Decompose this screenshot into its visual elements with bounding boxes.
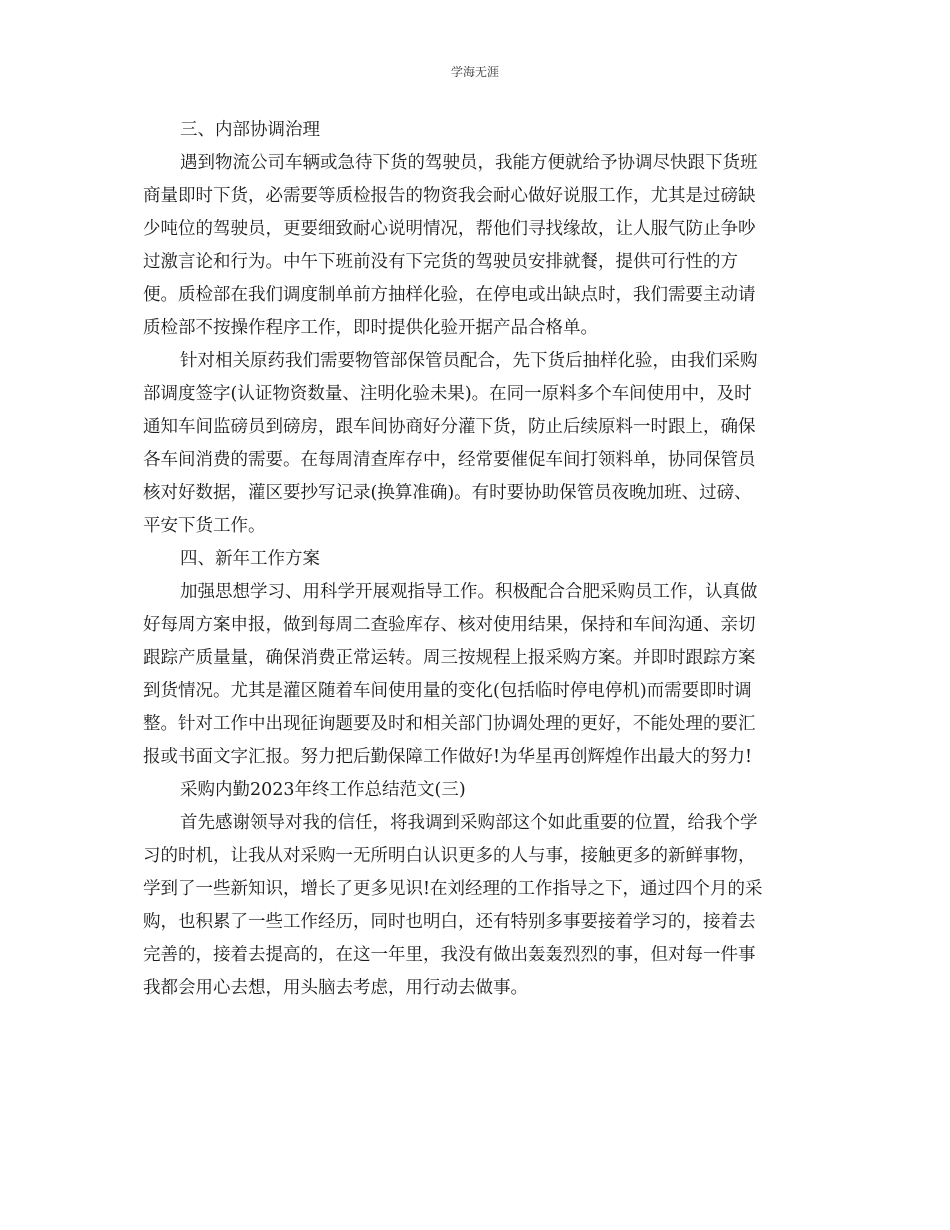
text-line: 习的时机，让我从对采购一无所明白认识更多的人与事，接触更多的新鲜事物， xyxy=(143,846,756,866)
text-line: 通知车间监磅员到磅房，跟车间协商好分灌下货，防止后续原料一时跟上，确保 xyxy=(143,417,756,437)
text-line: 便。质检部在我们调度制单前方抽样化验，在停电或出缺点时，我们需要主动请 xyxy=(143,285,756,305)
text-line: 到货情况。尤其是灌区随着车间使用量的变化(包括临时停电停机)而需要即时调 xyxy=(143,681,752,701)
text-line: 我都会用心去想，用头脑去考虑，用行动去做事。 xyxy=(143,978,528,998)
text-line: 完善的，接着去提高的，在这一年里，我没有做出轰轰烈烈的事，但对每一件事 xyxy=(143,945,756,965)
text-line: 跟踪产质量量，确保消费正常运转。周三按规程上报采购方案。并即时跟踪方案 xyxy=(143,648,756,668)
text-line: 整。针对工作中出现征询题要及时和相关部门协调处理的更好，不能处理的要汇 xyxy=(143,714,756,734)
document-body xyxy=(143,114,807,1005)
text-line: 过激言论和行为。中午下班前没有下完货的驾驶员安排就餐，提供可行性的方 xyxy=(143,252,738,272)
text-line: 四、新年工作方案 xyxy=(180,549,320,569)
text-line: 部调度签字(认证物资数量、注明化验未果)。在同一原料多个车间使用中，及时 xyxy=(143,384,752,404)
text-line: 各车间消费的需要。在每周清查库存中，经常要催促车间打领料单，协同保管员 xyxy=(143,450,756,470)
text-line: 购，也积累了一些工作经历，同时也明白，还有特别多事要接着学习的，接着去 xyxy=(143,912,756,932)
text-line: 首先感谢领导对我的信任，将我调到采购部这个如此重要的位置，给我个学 xyxy=(180,813,758,833)
text-line: 针对相关原药我们需要物管部保管员配合，先下货后抽样化验，由我们采购 xyxy=(180,351,758,371)
text-line: 质检部不按操作程序工作，即时提供化验开据产品合格单。 xyxy=(143,318,598,338)
text-line: 好每周方案申报，做到每周二查验库存、核对使用结果，保持和车间沟通、亲切 xyxy=(143,615,756,635)
text-line: 加强思想学习、用科学开展观指导工作。积极配合合肥采购员工作，认真做 xyxy=(180,582,758,602)
text-line: 核对好数据，灌区要抄写记录(换算准确)。有时要协助保管员夜晚加班、过磅、 xyxy=(143,483,752,503)
text-line: 平安下货工作。 xyxy=(143,516,266,536)
text-line: 采购内勤2023年终工作总结范文(三) xyxy=(180,780,466,800)
text-line: 遇到物流公司车辆或急待下货的驾驶员，我能方便就给予协调尽快跟下货班 xyxy=(180,153,758,173)
text-line: 三、内部协调治理 xyxy=(180,120,320,140)
text-line: 商量即时下货，必需要等质检报告的物资我会耐心做好说服工作，尤其是过磅缺 xyxy=(143,186,756,206)
text-line: 学到了一些新知识，增长了更多见识!在刘经理的工作指导之下，通过四个月的采 xyxy=(143,879,763,899)
text-line: 少吨位的驾驶员，更要细致耐心说明情况，帮他们寻找缘故，让人服气防止争吵 xyxy=(143,219,756,239)
page-header: 学海无涯 xyxy=(450,65,499,79)
text-line: 报或书面文字汇报。努力把后勤保障工作做好!为华星再创辉煌作出最大的努力! xyxy=(143,747,753,767)
